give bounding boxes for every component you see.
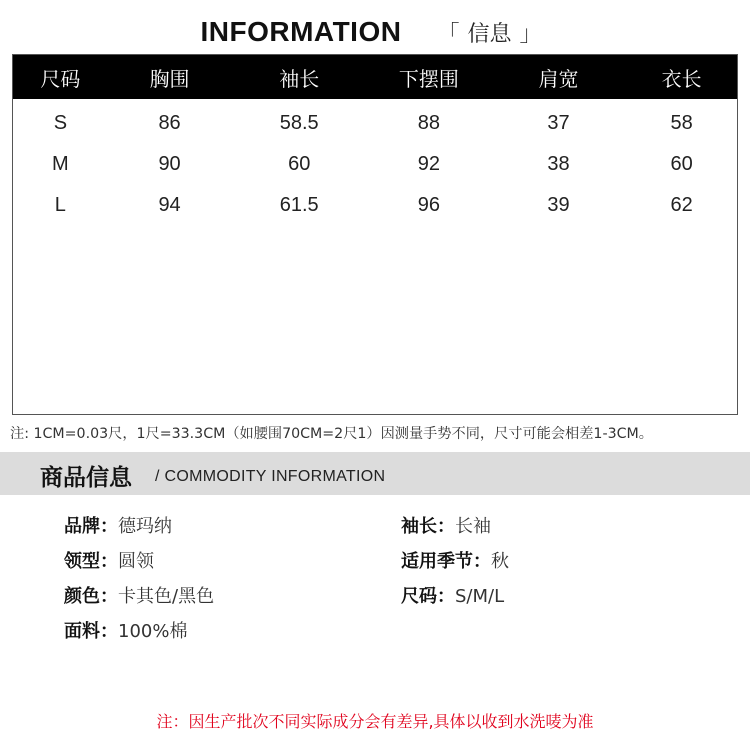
table-cell: S <box>53 112 68 134</box>
info-value: 秋 <box>491 551 509 572</box>
table-cell: 92 <box>417 153 440 175</box>
table-row <box>13 103 737 144</box>
table-cell: 61.5 <box>279 194 319 216</box>
info-label: 品牌： <box>64 516 118 537</box>
column-header-hem: 下摆围 <box>398 66 459 91</box>
commodity-heading-chinese: 商品信息 <box>40 465 132 491</box>
info-value: 100%棉 <box>118 621 188 642</box>
title-bracket-open: 「 <box>437 21 460 47</box>
info-color <box>64 582 214 608</box>
table-cell: 60 <box>670 153 693 175</box>
info-value: 德玛纳 <box>118 516 172 537</box>
table-cell: 60 <box>288 153 311 175</box>
size-table-header <box>13 55 737 99</box>
table-cell: 58.5 <box>279 112 319 134</box>
info-label: 适用季节： <box>401 551 491 572</box>
table-cell: 96 <box>417 194 440 216</box>
composition-disclaimer: 注：因生产批次不同实际成分会有差异,具体以收到水洗唛为准 <box>156 712 594 731</box>
table-cell: 39 <box>547 194 570 216</box>
commodity-heading-english: / COMMODITY INFORMATION <box>155 468 386 485</box>
info-sleeve-length <box>401 512 491 538</box>
info-collar <box>64 547 154 573</box>
info-value: S/M/L <box>455 586 505 607</box>
title-chinese <box>429 17 549 48</box>
size-table <box>12 54 738 415</box>
table-cell: 86 <box>158 112 181 134</box>
table-cell: 37 <box>547 112 570 134</box>
table-cell: 88 <box>417 112 440 134</box>
info-label: 尺码： <box>401 586 455 607</box>
table-cell: 94 <box>158 194 181 216</box>
title-chinese-text: 信息 <box>467 21 512 47</box>
info-value: 圆领 <box>118 551 154 572</box>
info-label: 袖长： <box>401 516 455 537</box>
column-header-length: 衣长 <box>661 66 702 91</box>
table-cell: 90 <box>158 153 181 175</box>
table-cell: L <box>54 194 66 216</box>
table-cell: 62 <box>670 194 693 216</box>
table-cell: 38 <box>547 153 570 175</box>
commodity-info-banner <box>0 452 750 495</box>
info-season <box>401 547 509 573</box>
info-label: 颜色： <box>64 586 118 607</box>
table-cell: M <box>52 153 69 175</box>
size-table-body <box>13 99 737 226</box>
table-row <box>13 144 737 185</box>
info-fabric <box>64 617 187 643</box>
info-size <box>401 582 504 608</box>
table-row <box>13 185 737 226</box>
page-title-row <box>0 10 750 54</box>
info-label: 领型： <box>64 551 118 572</box>
column-header-size: 尺码 <box>40 66 81 91</box>
info-brand <box>64 512 172 538</box>
column-header-shoulder: 肩宽 <box>538 66 579 91</box>
title-english: INFORMATION <box>200 16 402 47</box>
title-bracket-close: 」 <box>519 21 542 47</box>
table-cell: 58 <box>670 112 693 134</box>
column-header-chest: 胸围 <box>149 66 190 91</box>
measurement-note: 注: 1CM=0.03尺，1尺=33.3CM（如腰围70CM=2尺1）因测量手势不同，尺寸可能会相差1-3CM。 <box>10 426 653 442</box>
info-value: 卡其色/黑色 <box>118 586 215 607</box>
info-value: 长袖 <box>455 516 491 537</box>
info-label: 面料： <box>64 621 118 642</box>
column-header-sleeve: 袖长 <box>279 66 320 91</box>
